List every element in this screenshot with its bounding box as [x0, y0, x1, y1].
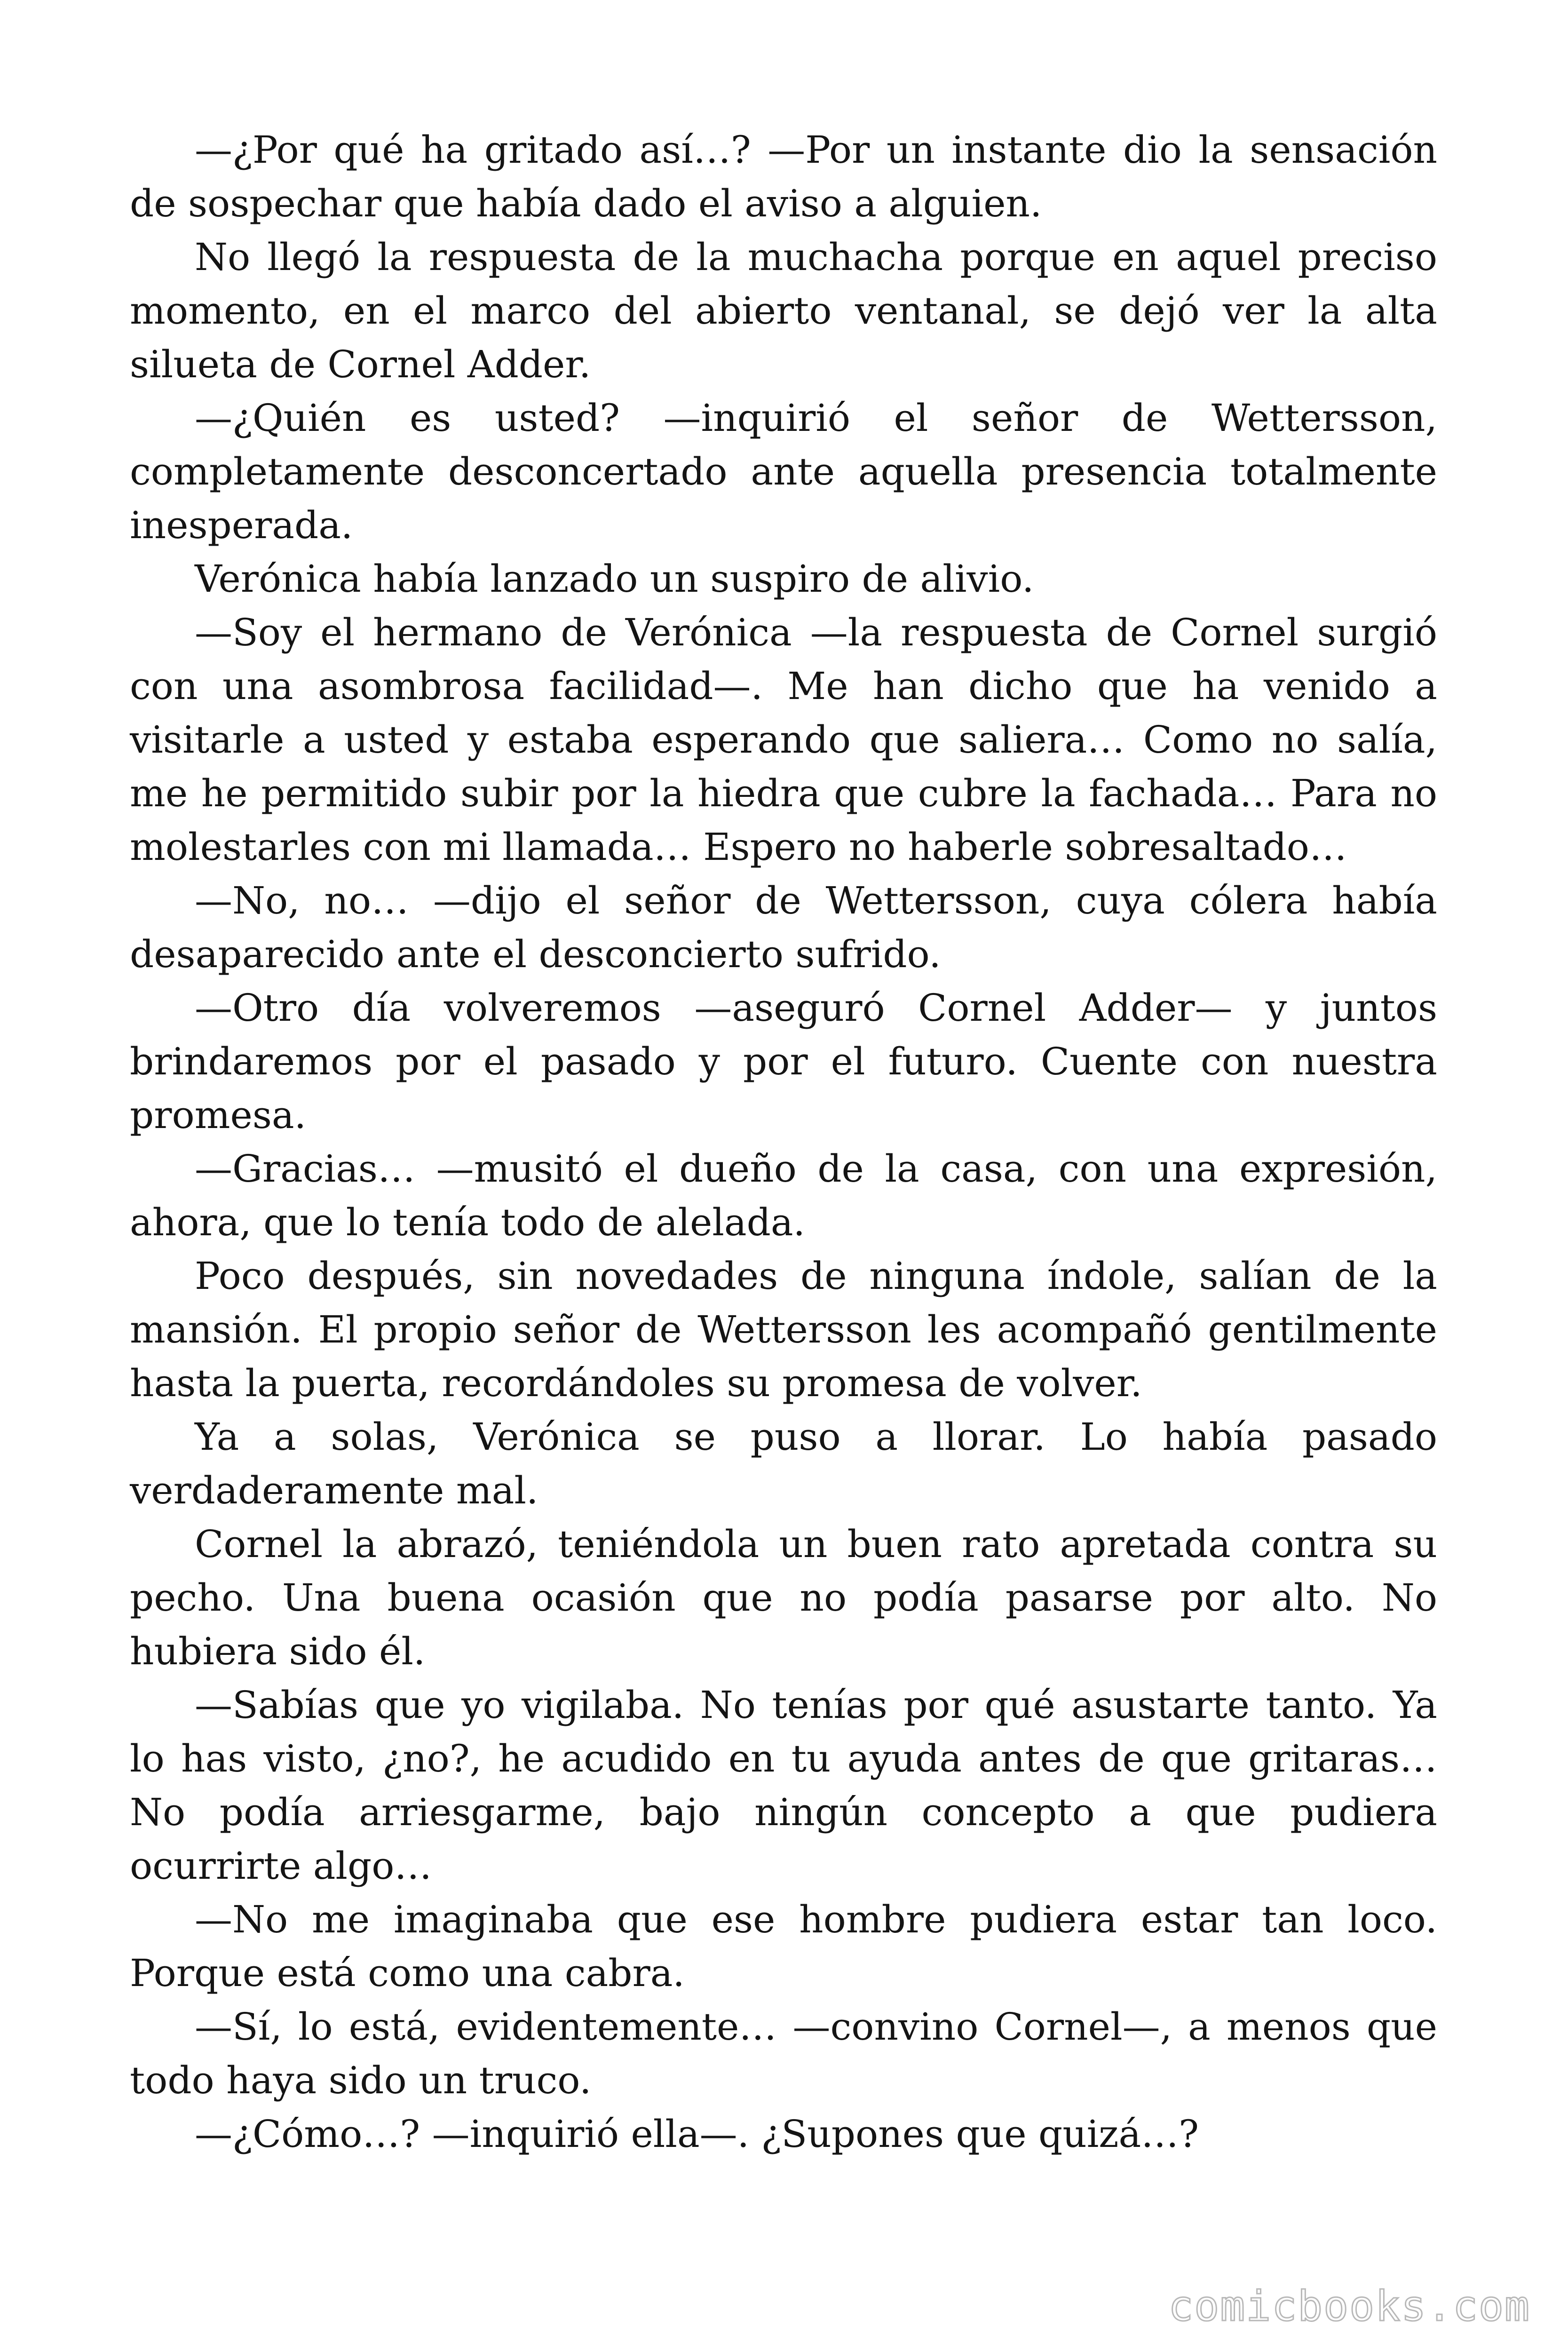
paragraph: —No, no… —dijo el señor de Wettersson, cuya cólera había desaparecido ante el desconcierto sufrido. — [130, 879, 1437, 976]
paragraph: —No me imaginaba que ese hombre pudiera estar tan loco. Porque está como una cabra. — [130, 1898, 1437, 1995]
paragraph: —Sabías que yo vigilaba. No tenías por qué asustarte tanto. Ya lo has visto, ¿no?, he acudido en tu ayuda antes de que gritaras… No podía arriesgarme, bajo ningún concepto a que pudiera ocurrirte algo… — [130, 1683, 1437, 1888]
watermark: comicbooks.com — [1168, 2282, 1530, 2330]
paragraph: —Soy el hermano de Verónica —la respuesta de Cornel surgió con una asombrosa facilidad—. Me han dicho que ha venido a visitarle a usted y estaba esperando que saliera… Como no salía, me he permitido subir por la hiedra que cubre la fachada… Para no molestarles con mi llamada… Espero no haberle sobresaltado… — [130, 611, 1437, 869]
paragraph: Cornel la abrazó, teniéndola un buen rato apretada contra su pecho. Una buena ocasión que no podía pasarse por alto. No hubiera sido él. — [130, 1522, 1437, 1673]
body-text — [130, 123, 1437, 2161]
paragraph: —Sí, lo está, evidentemente… —convino Cornel—, a menos que todo haya sido un truco. — [130, 2005, 1437, 2102]
paragraph: —Gracias… —musitó el dueño de la casa, con una expresión, ahora, que lo tenía todo de alelada. — [130, 1147, 1437, 1244]
paragraph: No llegó la respuesta de la muchacha porque en aquel preciso momento, en el marco del abierto ventanal, se dejó ver la alta silueta de Cornel Adder. — [130, 235, 1437, 386]
paragraph: —Otro día volveremos —aseguró Cornel Adder— y juntos brindaremos por el pasado y por el futuro. Cuente con nuestra promesa. — [130, 986, 1437, 1137]
paragraph: —¿Por qué ha gritado así…? —Por un instante dio la sensación de sospechar que había dado el aviso a alguien. — [130, 128, 1437, 225]
paragraph: Verónica había lanzado un suspiro de alivio. — [195, 557, 1034, 601]
paragraph: Ya a solas, Verónica se puso a llorar. Lo había pasado verdaderamente mal. — [130, 1415, 1437, 1512]
paragraph: —¿Cómo…? —inquirió ella—. ¿Supones que quizá…? — [195, 2112, 1199, 2156]
paragraph: —¿Quién es usted? —inquirió el señor de Wettersson, completamente desconcertado ante aquella presencia totalmente inesperada. — [130, 396, 1437, 547]
paragraph: Poco después, sin novedades de ninguna índole, salían de la mansión. El propio señor de Wettersson les acompañó gentilmente hasta la puerta, recordándoles su promesa de volver. — [130, 1254, 1437, 1405]
